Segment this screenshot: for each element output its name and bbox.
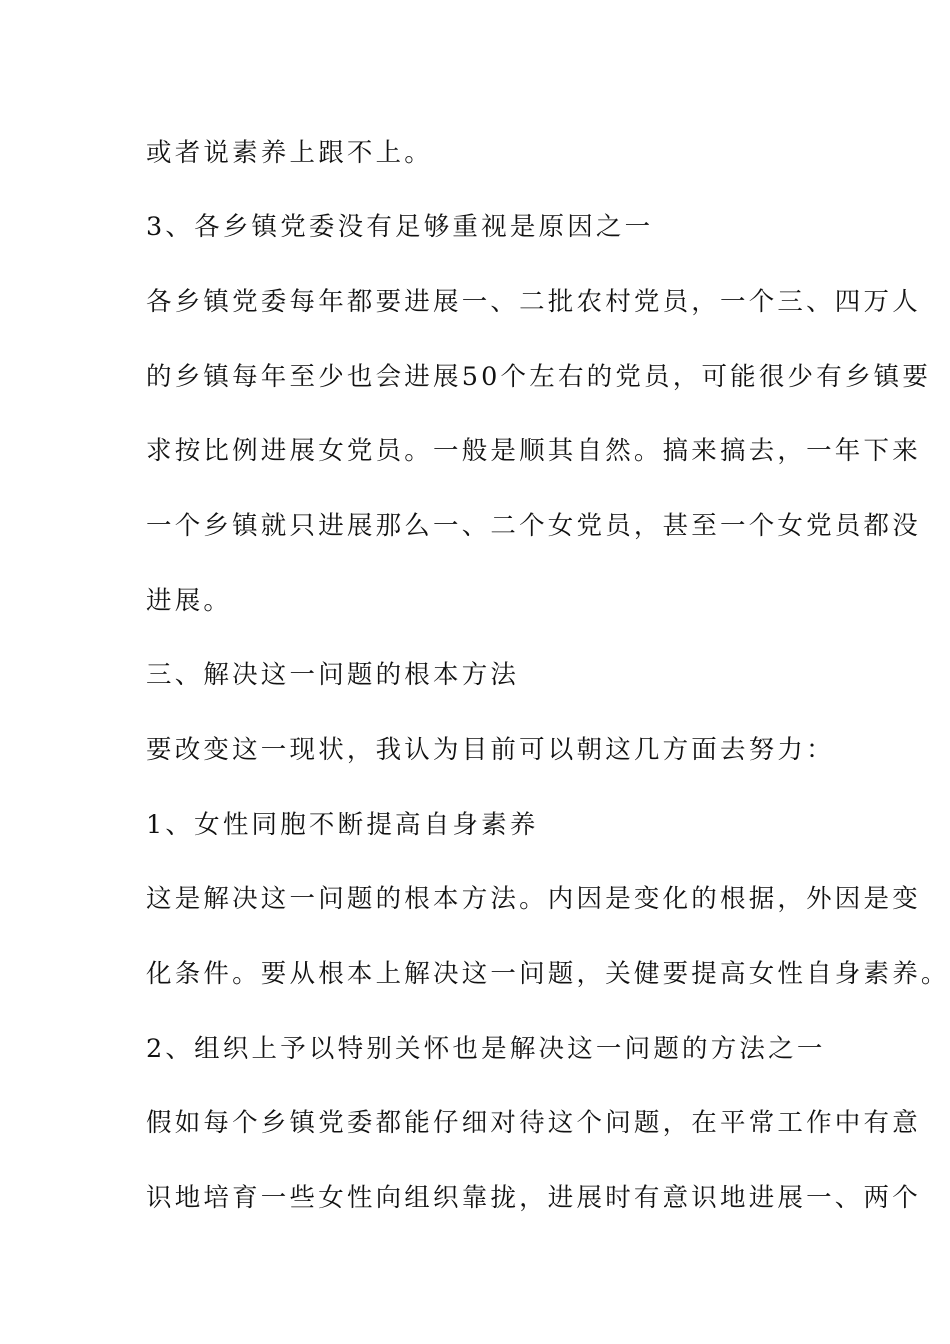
paragraph-line: 的乡镇每年至少也会进展50个左右的党员，可能很少有乡镇要 xyxy=(146,362,932,392)
paragraph-line: 求按比例进展女党员。一般是顺其自然。搞来搞去，一年下来 xyxy=(146,436,921,466)
paragraph-line: 这是解决这一问题的根本方法。内因是变化的根据，外因是变 xyxy=(146,884,921,914)
paragraph-line: 各乡镇党委每年都要进展一、二批农村党员，一个三、四万人 xyxy=(146,287,921,317)
paragraph-line: 化条件。要从根本上解决这一问题，关健要提高女性自身素养。 xyxy=(146,959,950,989)
section-heading-2: 2、组织上予以特别关怀也是解决这一问题的方法之一 xyxy=(146,1034,826,1064)
section-heading-3: 3、各乡镇党委没有足够重视是原因之一 xyxy=(146,212,654,242)
paragraph-line: 假如每个乡镇党委都能仔细对待这个问题，在平常工作中有意 xyxy=(146,1108,921,1138)
paragraph-line: 或者说素养上跟不上。 xyxy=(146,138,434,168)
section-heading-1: 1、女性同胞不断提高自身素养 xyxy=(146,810,539,840)
section-heading-three: 三、解决这一问题的根本方法 xyxy=(146,660,520,690)
paragraph-line: 识地培育一些女性向组织靠拢，进展时有意识地进展一、两个 xyxy=(146,1183,921,1213)
paragraph-line: 一个乡镇就只进展那么一、二个女党员，甚至一个女党员都没 xyxy=(146,511,921,541)
paragraph-line: 进展。 xyxy=(146,586,233,616)
paragraph-line: 要改变这一现状，我认为目前可以朝这几方面去努力： xyxy=(146,735,835,765)
